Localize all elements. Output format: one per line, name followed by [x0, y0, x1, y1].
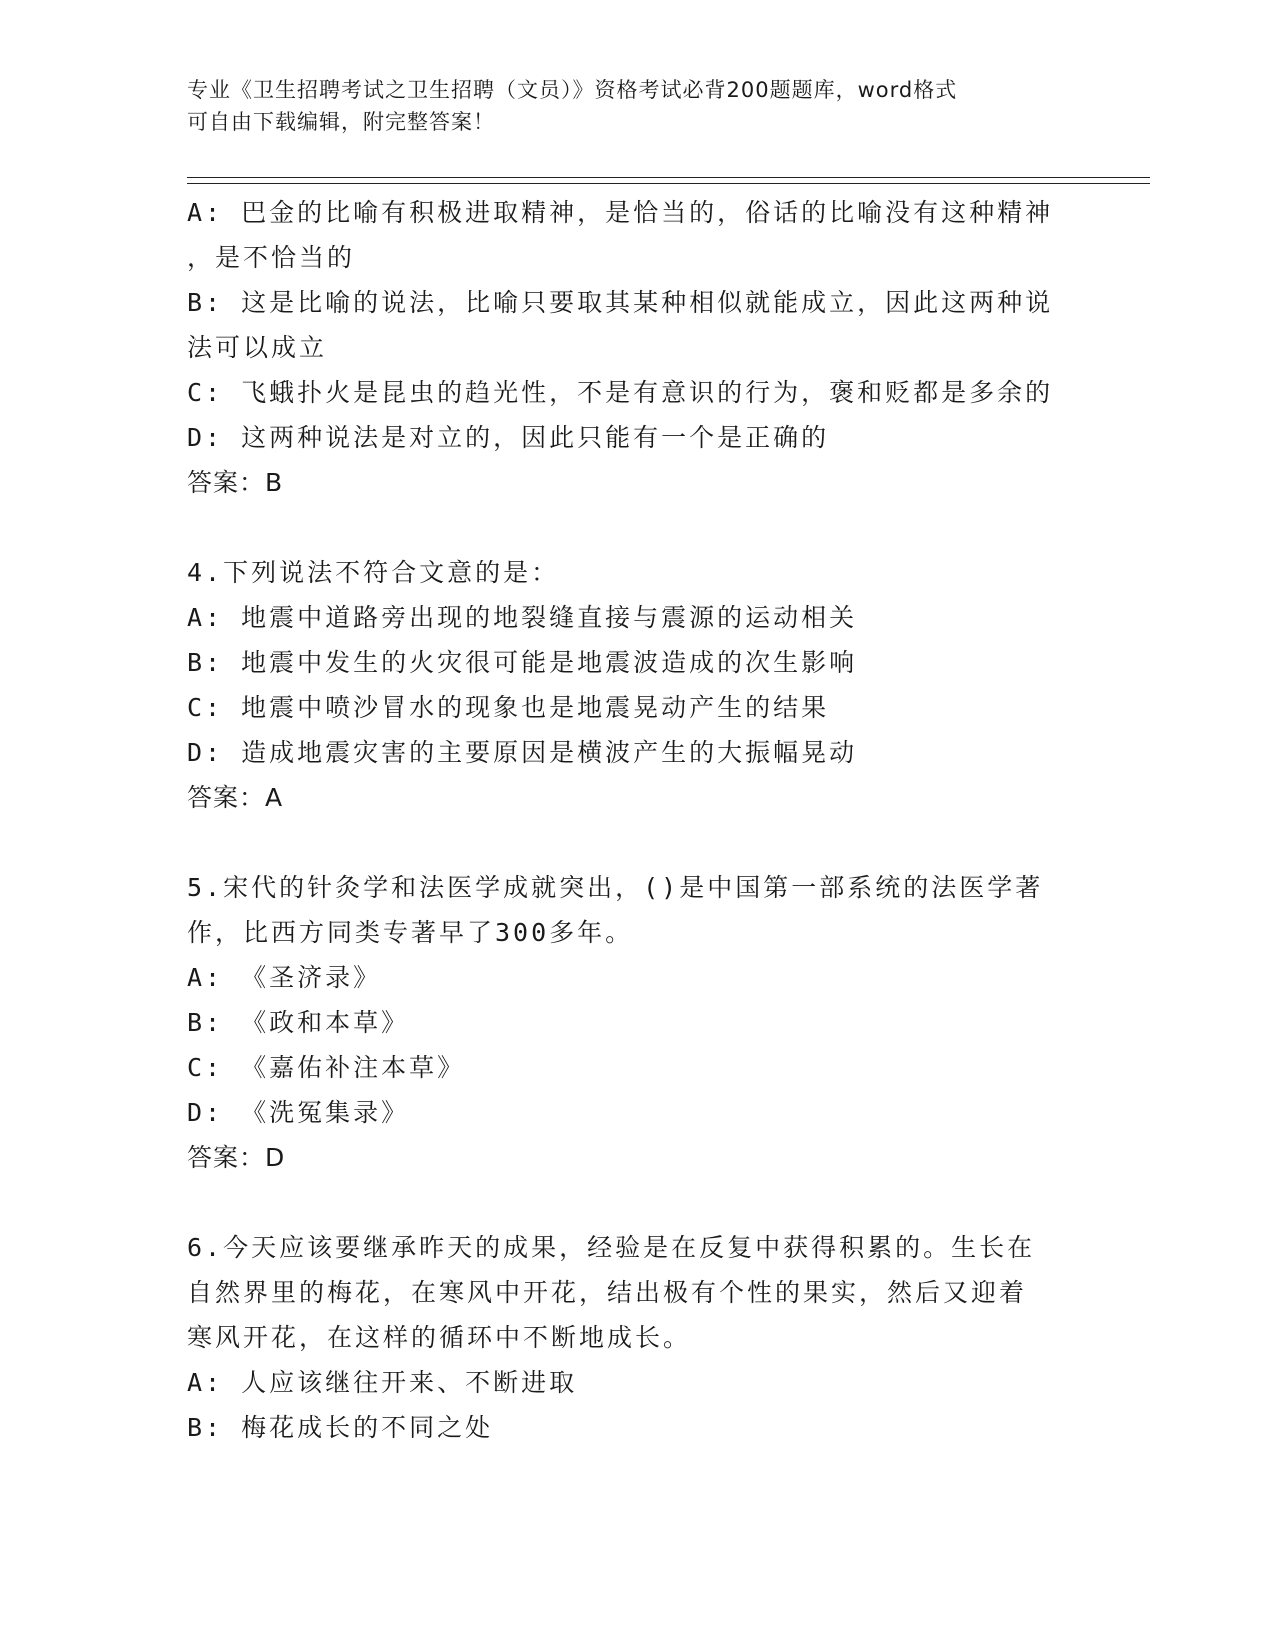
option-a: A: 人应该继往开来、不断进取 — [187, 1368, 578, 1397]
header-title-line-1: 专业《卫生招聘考试之卫生招聘（文员）》资格考试必背200题题库，word格式 — [187, 78, 958, 102]
option-c: C: 飞蛾扑火是昆虫的趋光性，不是有意识的行为，褒和贬都是多余的 — [187, 378, 1054, 407]
option-b-line-1: B: 这是比喻的说法，比喻只要取其某种相似就能成立，因此这两种说 — [187, 288, 1054, 317]
spacer — [187, 1180, 1087, 1225]
question-4-block — [187, 550, 1087, 820]
header-title-line-2: 可自由下载编辑，附完整答案！ — [187, 110, 495, 134]
option-a: A: 地震中道路旁出现的地裂缝直接与震源的运动相关 — [187, 603, 858, 632]
question-6-block — [187, 1225, 1087, 1450]
answer-label: 答案：D — [187, 1143, 286, 1172]
question-stem-line-3: 寒风开花，在这样的循环中不断地成长。 — [187, 1323, 692, 1352]
spacer — [187, 505, 1087, 550]
option-a-line-1: A: 巴金的比喻有积极进取精神，是恰当的，俗话的比喻没有这种精神 — [187, 198, 1054, 227]
document-header — [187, 74, 1067, 138]
spacer — [187, 820, 1087, 865]
option-b: B: 梅花成长的不同之处 — [187, 1413, 494, 1442]
header-divider-bottom — [187, 183, 1150, 184]
question-stem-line-1: 5.宋代的针灸学和法医学成就突出，()是中国第一部系统的法医学著 — [187, 873, 1044, 902]
option-d: D: 《洗冤集录》 — [187, 1098, 410, 1127]
option-b: B: 地震中发生的火灾很可能是地震波造成的次生影响 — [187, 648, 858, 677]
option-c: C: 《嘉佑补注本草》 — [187, 1053, 466, 1082]
question-3-block — [187, 190, 1087, 505]
question-stem-line-2: 自然界里的梅花，在寒风中开花，结出极有个性的果实，然后又迎着 — [187, 1278, 1028, 1307]
question-stem-line-1: 6.今天应该要继承昨天的成果，经验是在反复中获得积累的。生长在 — [187, 1233, 1036, 1262]
question-stem: 4.下列说法不符合文意的是： — [187, 558, 560, 587]
option-d: D: 这两种说法是对立的，因此只能有一个是正确的 — [187, 423, 830, 452]
question-5-block — [187, 865, 1087, 1180]
option-b: B: 《政和本草》 — [187, 1008, 410, 1037]
option-b-line-2: 法可以成立 — [187, 333, 328, 362]
option-d: D: 造成地震灾害的主要原因是横波产生的大振幅晃动 — [187, 738, 858, 767]
option-a-line-2: ，是不恰当的 — [187, 243, 356, 272]
question-content — [187, 190, 1087, 1450]
option-c: C: 地震中喷沙冒水的现象也是地震晃动产生的结果 — [187, 693, 830, 722]
answer-label: 答案：A — [187, 783, 284, 812]
answer-label: 答案：B — [187, 468, 284, 497]
header-divider-top — [187, 177, 1150, 178]
option-a: A: 《圣济录》 — [187, 963, 382, 992]
question-stem-line-2: 作，比西方同类专著早了300多年。 — [187, 918, 634, 947]
